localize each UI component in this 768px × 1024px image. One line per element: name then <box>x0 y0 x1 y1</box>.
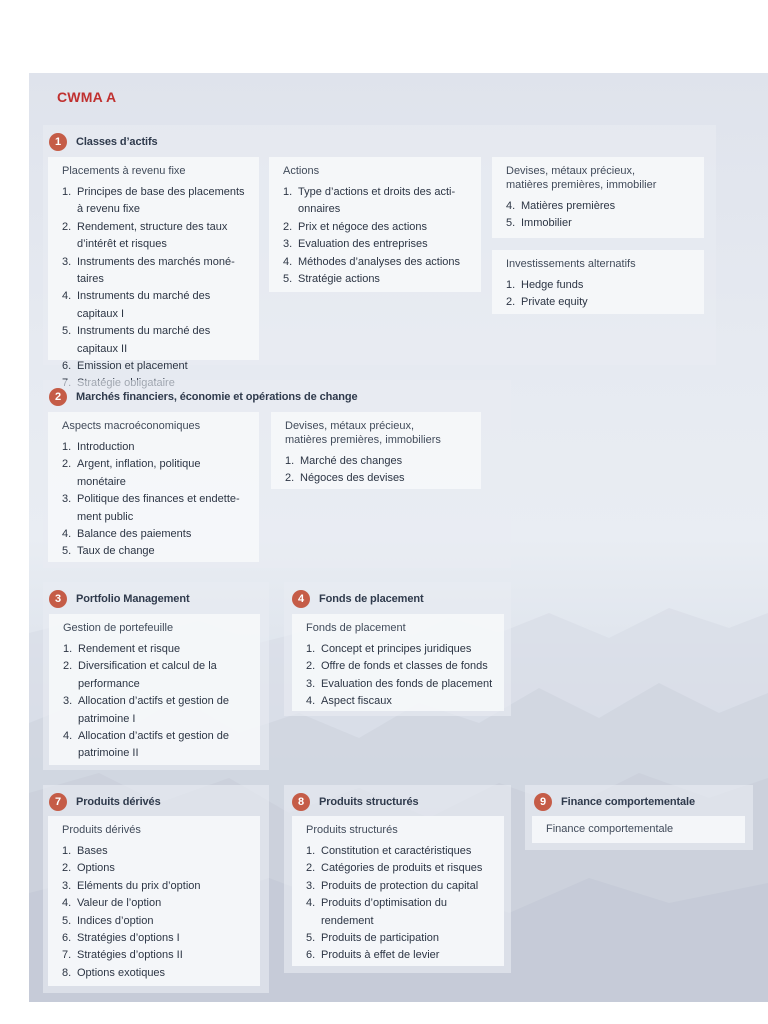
list-item: 5. Instruments du marché des capitaux II <box>62 325 211 355</box>
list-item: 4. Valeur de l’option <box>62 897 162 910</box>
document-title: CWMA A <box>57 89 117 105</box>
card-portfolio-management <box>49 614 260 765</box>
list-item: 4. Aspect fiscaux <box>306 695 392 708</box>
topic-list <box>62 184 249 393</box>
list-item: 5. Produits de participation <box>306 932 440 945</box>
list-item: 2. Catégories de produits et risques <box>306 862 483 875</box>
section-number-badge: 1 <box>49 133 67 151</box>
list-item: 1. Constitution et caractéristiques <box>306 845 472 857</box>
card-title: Investissements alternatifs <box>506 258 636 270</box>
section-title: Marchés financiers, économie et opérations de change <box>76 391 358 403</box>
list-item: 6. Emission et placement <box>62 360 188 373</box>
list-item: 3. Allocation d’actifs et gestion de patrimoine I <box>63 695 230 725</box>
section-title: Classes d’actifs <box>76 136 158 148</box>
list-item: 5. Indices d’option <box>62 914 154 927</box>
list-item: 2. Options <box>62 862 115 875</box>
section-header <box>49 590 190 608</box>
list-item: 1. Type d’actions et droits des acti-onnaires <box>283 186 456 216</box>
list-item: 5. Immobilier <box>506 217 572 230</box>
list-item: 2. Rendement, structure des taux d’intérêt et risques <box>62 220 228 251</box>
list-item: 2. Prix et négoce des actions <box>283 220 428 233</box>
card-currencies-exchange <box>271 412 481 489</box>
list-item: 3. Eléments du prix d’option <box>62 879 201 892</box>
list-item: 2. Argent, inflation, politique monétaire <box>62 458 201 488</box>
topic-list <box>506 198 694 233</box>
topic-list <box>306 843 494 965</box>
section-title: Finance comportementale <box>561 796 696 808</box>
list-item: 2. Private equity <box>506 296 588 309</box>
list-item: 2. Négoces des devises <box>285 472 405 485</box>
list-item: 8. Options exotiques <box>62 966 166 979</box>
card-alternative-investments <box>492 250 704 314</box>
card-equities <box>269 157 481 292</box>
section-number-badge: 8 <box>292 793 310 811</box>
card-structured-products <box>292 816 504 966</box>
section-number-badge: 4 <box>292 590 310 608</box>
section-header <box>292 590 424 608</box>
card-title: Gestion de portefeuille <box>63 622 174 634</box>
list-item: 3. Evaluation des entreprises <box>283 238 428 251</box>
list-item: 3. Politique des finances et endette-ment public <box>62 493 240 523</box>
card-title: Actions <box>283 165 320 177</box>
section-number-badge: 3 <box>49 590 67 608</box>
section-header <box>49 793 161 811</box>
list-item: 4. Méthodes d’analyses des actions <box>283 255 461 268</box>
card-title: Finance comportementale <box>546 823 674 835</box>
list-item: 1. Introduction <box>62 441 135 453</box>
list-item: 6. Stratégies d’options I <box>62 932 180 945</box>
card-behavioral-finance <box>532 816 745 843</box>
list-item: 3. Instruments des marchés moné-taires <box>62 255 235 286</box>
topic-list <box>62 439 249 561</box>
list-item: 1. Concept et principes juridiques <box>306 643 472 655</box>
list-item: 5. Taux de change <box>62 545 155 558</box>
list-item: 1. Marché des changes <box>285 455 403 467</box>
topic-list <box>306 641 494 711</box>
list-item: 1. Hedge funds <box>506 279 584 291</box>
card-title: Devises, métaux précieux, matières premières, immobilier <box>506 165 657 191</box>
list-item: 1. Principes de base des placements à revenu fixe <box>62 186 245 216</box>
section-number-badge: 9 <box>534 793 552 811</box>
list-item: 6. Produits à effet de levier <box>306 949 440 962</box>
card-investment-funds <box>292 614 504 711</box>
list-item: 4. Balance des paiements <box>62 528 192 541</box>
card-title: Produits structurés <box>306 824 398 836</box>
topic-list <box>63 641 250 763</box>
card-title: Aspects macroéconomiques <box>62 420 201 432</box>
section-number-badge: 7 <box>49 793 67 811</box>
list-item: 4. Allocation d’actifs et gestion de patrimoine II <box>63 730 230 760</box>
list-item: 1. Rendement et risque <box>63 643 181 655</box>
section-title: Fonds de placement <box>319 593 424 605</box>
list-item: 2. Offre de fonds et classes de fonds <box>306 660 488 673</box>
list-item: 2. Diversification et calcul de la performance <box>63 660 217 690</box>
section-title: Produits structurés <box>319 796 419 808</box>
list-item: 4. Produits d’optimisation du rendement <box>306 897 447 927</box>
topic-list <box>62 843 250 982</box>
card-derivatives <box>48 816 260 986</box>
list-item: 4. Instruments du marché des capitaux I <box>62 290 211 320</box>
section-header <box>292 793 419 811</box>
section-header <box>49 133 158 151</box>
section-title: Portfolio Management <box>76 593 190 605</box>
card-title: Devises, métaux précieux, matières premières, immobiliers <box>285 420 441 446</box>
list-item: 3. Evaluation des fonds de placement <box>306 677 493 690</box>
card-title: Placements à revenu fixe <box>62 165 186 177</box>
card-title: Produits dérivés <box>62 824 141 836</box>
card-macroeconomics <box>48 412 259 562</box>
section-title: Produits dérivés <box>76 796 161 808</box>
list-item: 3. Produits de protection du capital <box>306 879 479 892</box>
list-item: 1. Bases <box>62 845 108 857</box>
list-item: 7. Stratégies d’options II <box>62 949 183 962</box>
section-number-badge: 2 <box>49 388 67 406</box>
section-header <box>49 388 358 406</box>
card-currencies-metals-commodities-realestate <box>492 157 704 238</box>
topic-list <box>285 453 471 488</box>
card-fixed-income <box>48 157 259 373</box>
topic-list <box>283 184 471 288</box>
topic-list <box>506 277 694 312</box>
list-item: 5. Stratégie actions <box>283 273 380 286</box>
section-header <box>534 793 695 811</box>
card-title: Fonds de placement <box>306 622 406 634</box>
list-item: 4. Matières premières <box>506 200 616 212</box>
